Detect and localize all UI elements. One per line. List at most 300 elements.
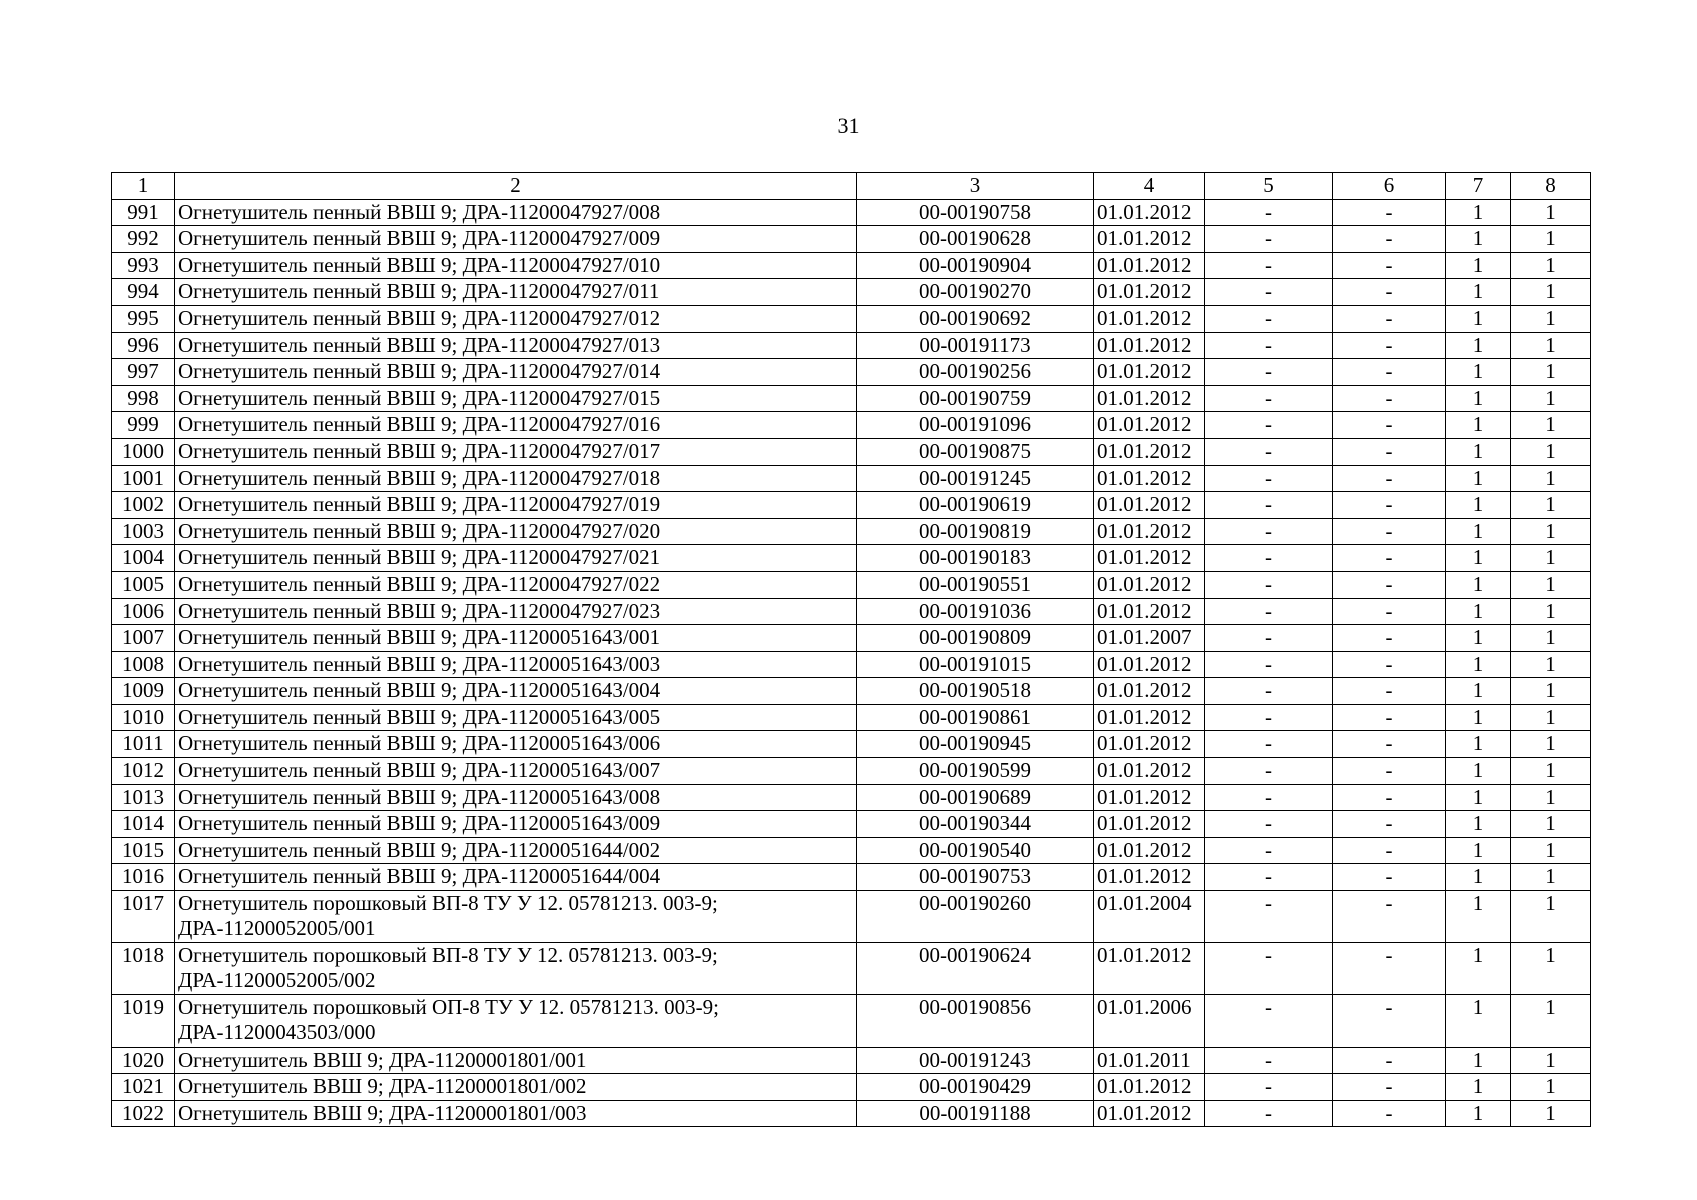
col5-value: - <box>1205 385 1333 412</box>
table-row <box>112 385 1591 412</box>
item-name: Огнетушитель пенный ВВШ 9; ДРА-11200051643/001 <box>175 625 857 652</box>
col8-value: 1 <box>1511 492 1591 519</box>
item-name: Огнетушитель пенный ВВШ 9; ДРА-11200047927/008 <box>175 199 857 226</box>
col6-value: - <box>1333 598 1446 625</box>
col7-value: 1 <box>1446 332 1511 359</box>
col8-value: 1 <box>1511 545 1591 572</box>
col5-value: - <box>1205 731 1333 758</box>
row-number: 1008 <box>112 651 175 678</box>
item-name: Огнетушитель пенный ВВШ 9; ДРА-11200051643/009 <box>175 811 857 838</box>
col5-value: - <box>1205 465 1333 492</box>
table-row <box>112 891 1591 943</box>
col5-value: - <box>1205 943 1333 995</box>
col7-value: 1 <box>1446 943 1511 995</box>
col8-value: 1 <box>1511 359 1591 386</box>
col6-value: - <box>1333 731 1446 758</box>
col6-value: - <box>1333 837 1446 864</box>
item-name: Огнетушитель пенный ВВШ 9; ДРА-11200051644/002 <box>175 837 857 864</box>
col7-value: 1 <box>1446 651 1511 678</box>
col8-value: 1 <box>1511 252 1591 279</box>
col6-value: - <box>1333 279 1446 306</box>
row-number: 993 <box>112 252 175 279</box>
col5-value: - <box>1205 1100 1333 1127</box>
item-name: Огнетушитель пенный ВВШ 9; ДРА-11200047927/012 <box>175 305 857 332</box>
item-name: Огнетушитель ВВШ 9; ДРА-11200001801/001 <box>175 1047 857 1074</box>
date: 01.01.2012 <box>1094 226 1205 253</box>
column-header: 4 <box>1094 173 1205 200</box>
table-row <box>112 837 1591 864</box>
col8-value: 1 <box>1511 758 1591 785</box>
item-name: Огнетушитель пенный ВВШ 9; ДРА-11200047927/021 <box>175 545 857 572</box>
col5-value: - <box>1205 864 1333 891</box>
col7-value: 1 <box>1446 199 1511 226</box>
col8-value: 1 <box>1511 995 1591 1047</box>
inventory-code: 00-00190540 <box>857 837 1094 864</box>
date: 01.01.2012 <box>1094 492 1205 519</box>
table-row <box>112 332 1591 359</box>
table-row <box>112 305 1591 332</box>
row-number: 997 <box>112 359 175 386</box>
col8-value: 1 <box>1511 811 1591 838</box>
inventory-code: 00-00191015 <box>857 651 1094 678</box>
col7-value: 1 <box>1446 891 1511 943</box>
col8-value: 1 <box>1511 279 1591 306</box>
date: 01.01.2012 <box>1094 678 1205 705</box>
col7-value: 1 <box>1446 758 1511 785</box>
col7-value: 1 <box>1446 1100 1511 1127</box>
col7-value: 1 <box>1446 1047 1511 1074</box>
col8-value: 1 <box>1511 625 1591 652</box>
col8-value: 1 <box>1511 226 1591 253</box>
col7-value: 1 <box>1446 995 1511 1047</box>
col5-value: - <box>1205 226 1333 253</box>
date: 01.01.2012 <box>1094 784 1205 811</box>
row-number: 1013 <box>112 784 175 811</box>
date: 01.01.2012 <box>1094 731 1205 758</box>
col5-value: - <box>1205 492 1333 519</box>
table-row <box>112 864 1591 891</box>
date: 01.01.2004 <box>1094 891 1205 943</box>
col5-value: - <box>1205 651 1333 678</box>
table-row <box>112 465 1591 492</box>
col5-value: - <box>1205 678 1333 705</box>
table-row <box>112 704 1591 731</box>
col8-value: 1 <box>1511 891 1591 943</box>
date: 01.01.2012 <box>1094 199 1205 226</box>
col5-value: - <box>1205 545 1333 572</box>
col7-value: 1 <box>1446 385 1511 412</box>
row-number: 996 <box>112 332 175 359</box>
col8-value: 1 <box>1511 1100 1591 1127</box>
date: 01.01.2012 <box>1094 651 1205 678</box>
table-row <box>112 545 1591 572</box>
row-number: 1006 <box>112 598 175 625</box>
col6-value: - <box>1333 412 1446 439</box>
col6-value: - <box>1333 995 1446 1047</box>
date: 01.01.2012 <box>1094 1100 1205 1127</box>
col7-value: 1 <box>1446 704 1511 731</box>
row-number: 1015 <box>112 837 175 864</box>
table-row <box>112 1074 1591 1101</box>
col7-value: 1 <box>1446 252 1511 279</box>
col7-value: 1 <box>1446 598 1511 625</box>
inventory-table <box>111 172 1591 1127</box>
table-row <box>112 199 1591 226</box>
col5-value: - <box>1205 625 1333 652</box>
date: 01.01.2012 <box>1094 758 1205 785</box>
item-name: Огнетушитель пенный ВВШ 9; ДРА-11200047927/019 <box>175 492 857 519</box>
table-row <box>112 279 1591 306</box>
row-number: 1000 <box>112 438 175 465</box>
col6-value: - <box>1333 226 1446 253</box>
date: 01.01.2012 <box>1094 571 1205 598</box>
col8-value: 1 <box>1511 598 1591 625</box>
col7-value: 1 <box>1446 465 1511 492</box>
page-number: 31 <box>837 113 860 138</box>
col5-value: - <box>1205 305 1333 332</box>
table-row <box>112 678 1591 705</box>
col5-value: - <box>1205 995 1333 1047</box>
inventory-code: 00-00190861 <box>857 704 1094 731</box>
row-number: 991 <box>112 199 175 226</box>
table-row <box>112 811 1591 838</box>
item-name: Огнетушитель порошковый ВП-8 ТУ У 12. 05781213. 003-9; ДРА-11200052005/002 <box>175 943 857 995</box>
item-name: Огнетушитель порошковый ОП-8 ТУ У 12. 05781213. 003-9; ДРА-11200043503/000 <box>175 995 857 1047</box>
col6-value: - <box>1333 518 1446 545</box>
date: 01.01.2006 <box>1094 995 1205 1047</box>
table-row <box>112 492 1591 519</box>
col5-value: - <box>1205 1074 1333 1101</box>
row-number: 1003 <box>112 518 175 545</box>
item-name: Огнетушитель порошковый ВП-8 ТУ У 12. 05781213. 003-9; ДРА-11200052005/001 <box>175 891 857 943</box>
date: 01.01.2012 <box>1094 385 1205 412</box>
item-name: Огнетушитель пенный ВВШ 9; ДРА-11200047927/017 <box>175 438 857 465</box>
item-name: Огнетушитель пенный ВВШ 9; ДРА-11200051643/007 <box>175 758 857 785</box>
item-name: Огнетушитель пенный ВВШ 9; ДРА-11200047927/018 <box>175 465 857 492</box>
col5-value: - <box>1205 332 1333 359</box>
col6-value: - <box>1333 199 1446 226</box>
table-row <box>112 571 1591 598</box>
item-name: Огнетушитель пенный ВВШ 9; ДРА-11200047927/022 <box>175 571 857 598</box>
col7-value: 1 <box>1446 784 1511 811</box>
col8-value: 1 <box>1511 305 1591 332</box>
col6-value: - <box>1333 943 1446 995</box>
inventory-code: 00-00190856 <box>857 995 1094 1047</box>
row-number: 1021 <box>112 1074 175 1101</box>
col6-value: - <box>1333 545 1446 572</box>
inventory-code: 00-00190945 <box>857 731 1094 758</box>
date: 01.01.2012 <box>1094 545 1205 572</box>
date: 01.01.2012 <box>1094 864 1205 891</box>
inventory-code: 00-00190599 <box>857 758 1094 785</box>
date: 01.01.2012 <box>1094 438 1205 465</box>
row-number: 1005 <box>112 571 175 598</box>
col8-value: 1 <box>1511 837 1591 864</box>
row-number: 1010 <box>112 704 175 731</box>
col6-value: - <box>1333 385 1446 412</box>
row-number: 994 <box>112 279 175 306</box>
col5-value: - <box>1205 359 1333 386</box>
col6-value: - <box>1333 864 1446 891</box>
col7-value: 1 <box>1446 305 1511 332</box>
col8-value: 1 <box>1511 571 1591 598</box>
col8-value: 1 <box>1511 438 1591 465</box>
col5-value: - <box>1205 1047 1333 1074</box>
inventory-code: 00-00190518 <box>857 678 1094 705</box>
col7-value: 1 <box>1446 625 1511 652</box>
item-name: Огнетушитель пенный ВВШ 9; ДРА-11200047927/023 <box>175 598 857 625</box>
col7-value: 1 <box>1446 545 1511 572</box>
date: 01.01.2012 <box>1094 943 1205 995</box>
col5-value: - <box>1205 758 1333 785</box>
date: 01.01.2012 <box>1094 412 1205 439</box>
inventory-code: 00-00190260 <box>857 891 1094 943</box>
col8-value: 1 <box>1511 199 1591 226</box>
item-name: Огнетушитель пенный ВВШ 9; ДРА-11200051644/004 <box>175 864 857 891</box>
row-number: 1016 <box>112 864 175 891</box>
inventory-code: 00-00190758 <box>857 199 1094 226</box>
col6-value: - <box>1333 784 1446 811</box>
table-row <box>112 226 1591 253</box>
row-number: 1001 <box>112 465 175 492</box>
inventory-code: 00-00190429 <box>857 1074 1094 1101</box>
inventory-code: 00-00190624 <box>857 943 1094 995</box>
item-name: Огнетушитель пенный ВВШ 9; ДРА-11200051643/005 <box>175 704 857 731</box>
table-row <box>112 995 1591 1047</box>
col7-value: 1 <box>1446 492 1511 519</box>
item-name: Огнетушитель ВВШ 9; ДРА-11200001801/002 <box>175 1074 857 1101</box>
date: 01.01.2012 <box>1094 305 1205 332</box>
col7-value: 1 <box>1446 1074 1511 1101</box>
column-header: 1 <box>112 173 175 200</box>
item-name: Огнетушитель пенный ВВШ 9; ДРА-11200051643/003 <box>175 651 857 678</box>
row-number: 1002 <box>112 492 175 519</box>
item-name: Огнетушитель пенный ВВШ 9; ДРА-11200047927/020 <box>175 518 857 545</box>
item-name: Огнетушитель пенный ВВШ 9; ДРА-11200051643/006 <box>175 731 857 758</box>
col6-value: - <box>1333 891 1446 943</box>
inventory-code: 00-00191188 <box>857 1100 1094 1127</box>
item-name: Огнетушитель пенный ВВШ 9; ДРА-11200047927/014 <box>175 359 857 386</box>
column-header: 8 <box>1511 173 1591 200</box>
col7-value: 1 <box>1446 518 1511 545</box>
row-number: 1020 <box>112 1047 175 1074</box>
col6-value: - <box>1333 1074 1446 1101</box>
table-row <box>112 943 1591 995</box>
date: 01.01.2012 <box>1094 332 1205 359</box>
item-name: Огнетушитель пенный ВВШ 9; ДРА-11200047927/016 <box>175 412 857 439</box>
table-row <box>112 518 1591 545</box>
col8-value: 1 <box>1511 1047 1591 1074</box>
date: 01.01.2012 <box>1094 518 1205 545</box>
col5-value: - <box>1205 784 1333 811</box>
col6-value: - <box>1333 811 1446 838</box>
col6-value: - <box>1333 305 1446 332</box>
col7-value: 1 <box>1446 571 1511 598</box>
col8-value: 1 <box>1511 678 1591 705</box>
inventory-code: 00-00190619 <box>857 492 1094 519</box>
col8-value: 1 <box>1511 731 1591 758</box>
table-row <box>112 651 1591 678</box>
inventory-code: 00-00190628 <box>857 226 1094 253</box>
col5-value: - <box>1205 811 1333 838</box>
col8-value: 1 <box>1511 704 1591 731</box>
inventory-code: 00-00190759 <box>857 385 1094 412</box>
row-number: 1004 <box>112 545 175 572</box>
col6-value: - <box>1333 492 1446 519</box>
col5-value: - <box>1205 412 1333 439</box>
row-number: 1011 <box>112 731 175 758</box>
col7-value: 1 <box>1446 837 1511 864</box>
col7-value: 1 <box>1446 226 1511 253</box>
inventory-code: 00-00191096 <box>857 412 1094 439</box>
column-header: 3 <box>857 173 1094 200</box>
item-name: Огнетушитель пенный ВВШ 9; ДРА-11200051643/004 <box>175 678 857 705</box>
item-name: Огнетушитель пенный ВВШ 9; ДРА-11200047927/009 <box>175 226 857 253</box>
table-row <box>112 1100 1591 1127</box>
col8-value: 1 <box>1511 465 1591 492</box>
col8-value: 1 <box>1511 864 1591 891</box>
date: 01.01.2012 <box>1094 1074 1205 1101</box>
item-name: Огнетушитель пенный ВВШ 9; ДРА-11200047927/013 <box>175 332 857 359</box>
table-row <box>112 438 1591 465</box>
col5-value: - <box>1205 704 1333 731</box>
col6-value: - <box>1333 758 1446 785</box>
inventory-code: 00-00191173 <box>857 332 1094 359</box>
col6-value: - <box>1333 651 1446 678</box>
column-header: 5 <box>1205 173 1333 200</box>
table-row <box>112 758 1591 785</box>
col6-value: - <box>1333 438 1446 465</box>
column-header: 2 <box>175 173 857 200</box>
table-row <box>112 359 1591 386</box>
row-number: 998 <box>112 385 175 412</box>
col5-value: - <box>1205 199 1333 226</box>
col7-value: 1 <box>1446 678 1511 705</box>
row-number: 1019 <box>112 995 175 1047</box>
inventory-code: 00-00190904 <box>857 252 1094 279</box>
col7-value: 1 <box>1446 811 1511 838</box>
col5-value: - <box>1205 438 1333 465</box>
date: 01.01.2012 <box>1094 279 1205 306</box>
col7-value: 1 <box>1446 279 1511 306</box>
col6-value: - <box>1333 332 1446 359</box>
date: 01.01.2007 <box>1094 625 1205 652</box>
item-name: Огнетушитель пенный ВВШ 9; ДРА-11200047927/010 <box>175 252 857 279</box>
inventory-code: 00-00190692 <box>857 305 1094 332</box>
date: 01.01.2012 <box>1094 465 1205 492</box>
col6-value: - <box>1333 625 1446 652</box>
col8-value: 1 <box>1511 943 1591 995</box>
row-number: 1014 <box>112 811 175 838</box>
date: 01.01.2012 <box>1094 811 1205 838</box>
date: 01.01.2012 <box>1094 704 1205 731</box>
column-header: 6 <box>1333 173 1446 200</box>
col8-value: 1 <box>1511 1074 1591 1101</box>
row-number: 1018 <box>112 943 175 995</box>
col6-value: - <box>1333 252 1446 279</box>
row-number: 1017 <box>112 891 175 943</box>
col8-value: 1 <box>1511 332 1591 359</box>
col8-value: 1 <box>1511 784 1591 811</box>
date: 01.01.2012 <box>1094 359 1205 386</box>
header-row <box>112 173 1591 200</box>
col7-value: 1 <box>1446 731 1511 758</box>
table-row <box>112 625 1591 652</box>
row-number: 1007 <box>112 625 175 652</box>
inventory-code: 00-00190809 <box>857 625 1094 652</box>
col6-value: - <box>1333 465 1446 492</box>
col8-value: 1 <box>1511 385 1591 412</box>
table-row <box>112 412 1591 439</box>
col7-value: 1 <box>1446 412 1511 439</box>
inventory-code: 00-00191245 <box>857 465 1094 492</box>
col8-value: 1 <box>1511 412 1591 439</box>
inventory-code: 00-00190270 <box>857 279 1094 306</box>
inventory-code: 00-00190819 <box>857 518 1094 545</box>
col6-value: - <box>1333 704 1446 731</box>
table-body <box>112 173 1591 1127</box>
row-number: 1012 <box>112 758 175 785</box>
date: 01.01.2012 <box>1094 598 1205 625</box>
col6-value: - <box>1333 359 1446 386</box>
col5-value: - <box>1205 279 1333 306</box>
inventory-code: 00-00191243 <box>857 1047 1094 1074</box>
col5-value: - <box>1205 252 1333 279</box>
item-name: Огнетушитель пенный ВВШ 9; ДРА-11200047927/015 <box>175 385 857 412</box>
inventory-code: 00-00190551 <box>857 571 1094 598</box>
row-number: 999 <box>112 412 175 439</box>
date: 01.01.2012 <box>1094 252 1205 279</box>
col7-value: 1 <box>1446 864 1511 891</box>
col7-value: 1 <box>1446 359 1511 386</box>
row-number: 1022 <box>112 1100 175 1127</box>
inventory-code: 00-00190689 <box>857 784 1094 811</box>
col6-value: - <box>1333 1100 1446 1127</box>
col6-value: - <box>1333 1047 1446 1074</box>
inventory-code: 00-00190753 <box>857 864 1094 891</box>
inventory-code: 00-00190875 <box>857 438 1094 465</box>
table-row <box>112 1047 1591 1074</box>
col5-value: - <box>1205 598 1333 625</box>
item-name: Огнетушитель пенный ВВШ 9; ДРА-11200051643/008 <box>175 784 857 811</box>
col6-value: - <box>1333 571 1446 598</box>
date: 01.01.2011 <box>1094 1047 1205 1074</box>
col7-value: 1 <box>1446 438 1511 465</box>
item-name: Огнетушитель пенный ВВШ 9; ДРА-11200047927/011 <box>175 279 857 306</box>
table-row <box>112 731 1591 758</box>
inventory-code: 00-00190256 <box>857 359 1094 386</box>
inventory-code: 00-00191036 <box>857 598 1094 625</box>
row-number: 992 <box>112 226 175 253</box>
col5-value: - <box>1205 837 1333 864</box>
row-number: 1009 <box>112 678 175 705</box>
row-number: 995 <box>112 305 175 332</box>
col5-value: - <box>1205 571 1333 598</box>
col8-value: 1 <box>1511 518 1591 545</box>
table-row <box>112 252 1591 279</box>
col5-value: - <box>1205 891 1333 943</box>
inventory-code: 00-00190344 <box>857 811 1094 838</box>
item-name: Огнетушитель ВВШ 9; ДРА-11200001801/003 <box>175 1100 857 1127</box>
column-header: 7 <box>1446 173 1511 200</box>
table-row <box>112 784 1591 811</box>
col8-value: 1 <box>1511 651 1591 678</box>
col5-value: - <box>1205 518 1333 545</box>
inventory-code: 00-00190183 <box>857 545 1094 572</box>
table-row <box>112 598 1591 625</box>
date: 01.01.2012 <box>1094 837 1205 864</box>
col6-value: - <box>1333 678 1446 705</box>
